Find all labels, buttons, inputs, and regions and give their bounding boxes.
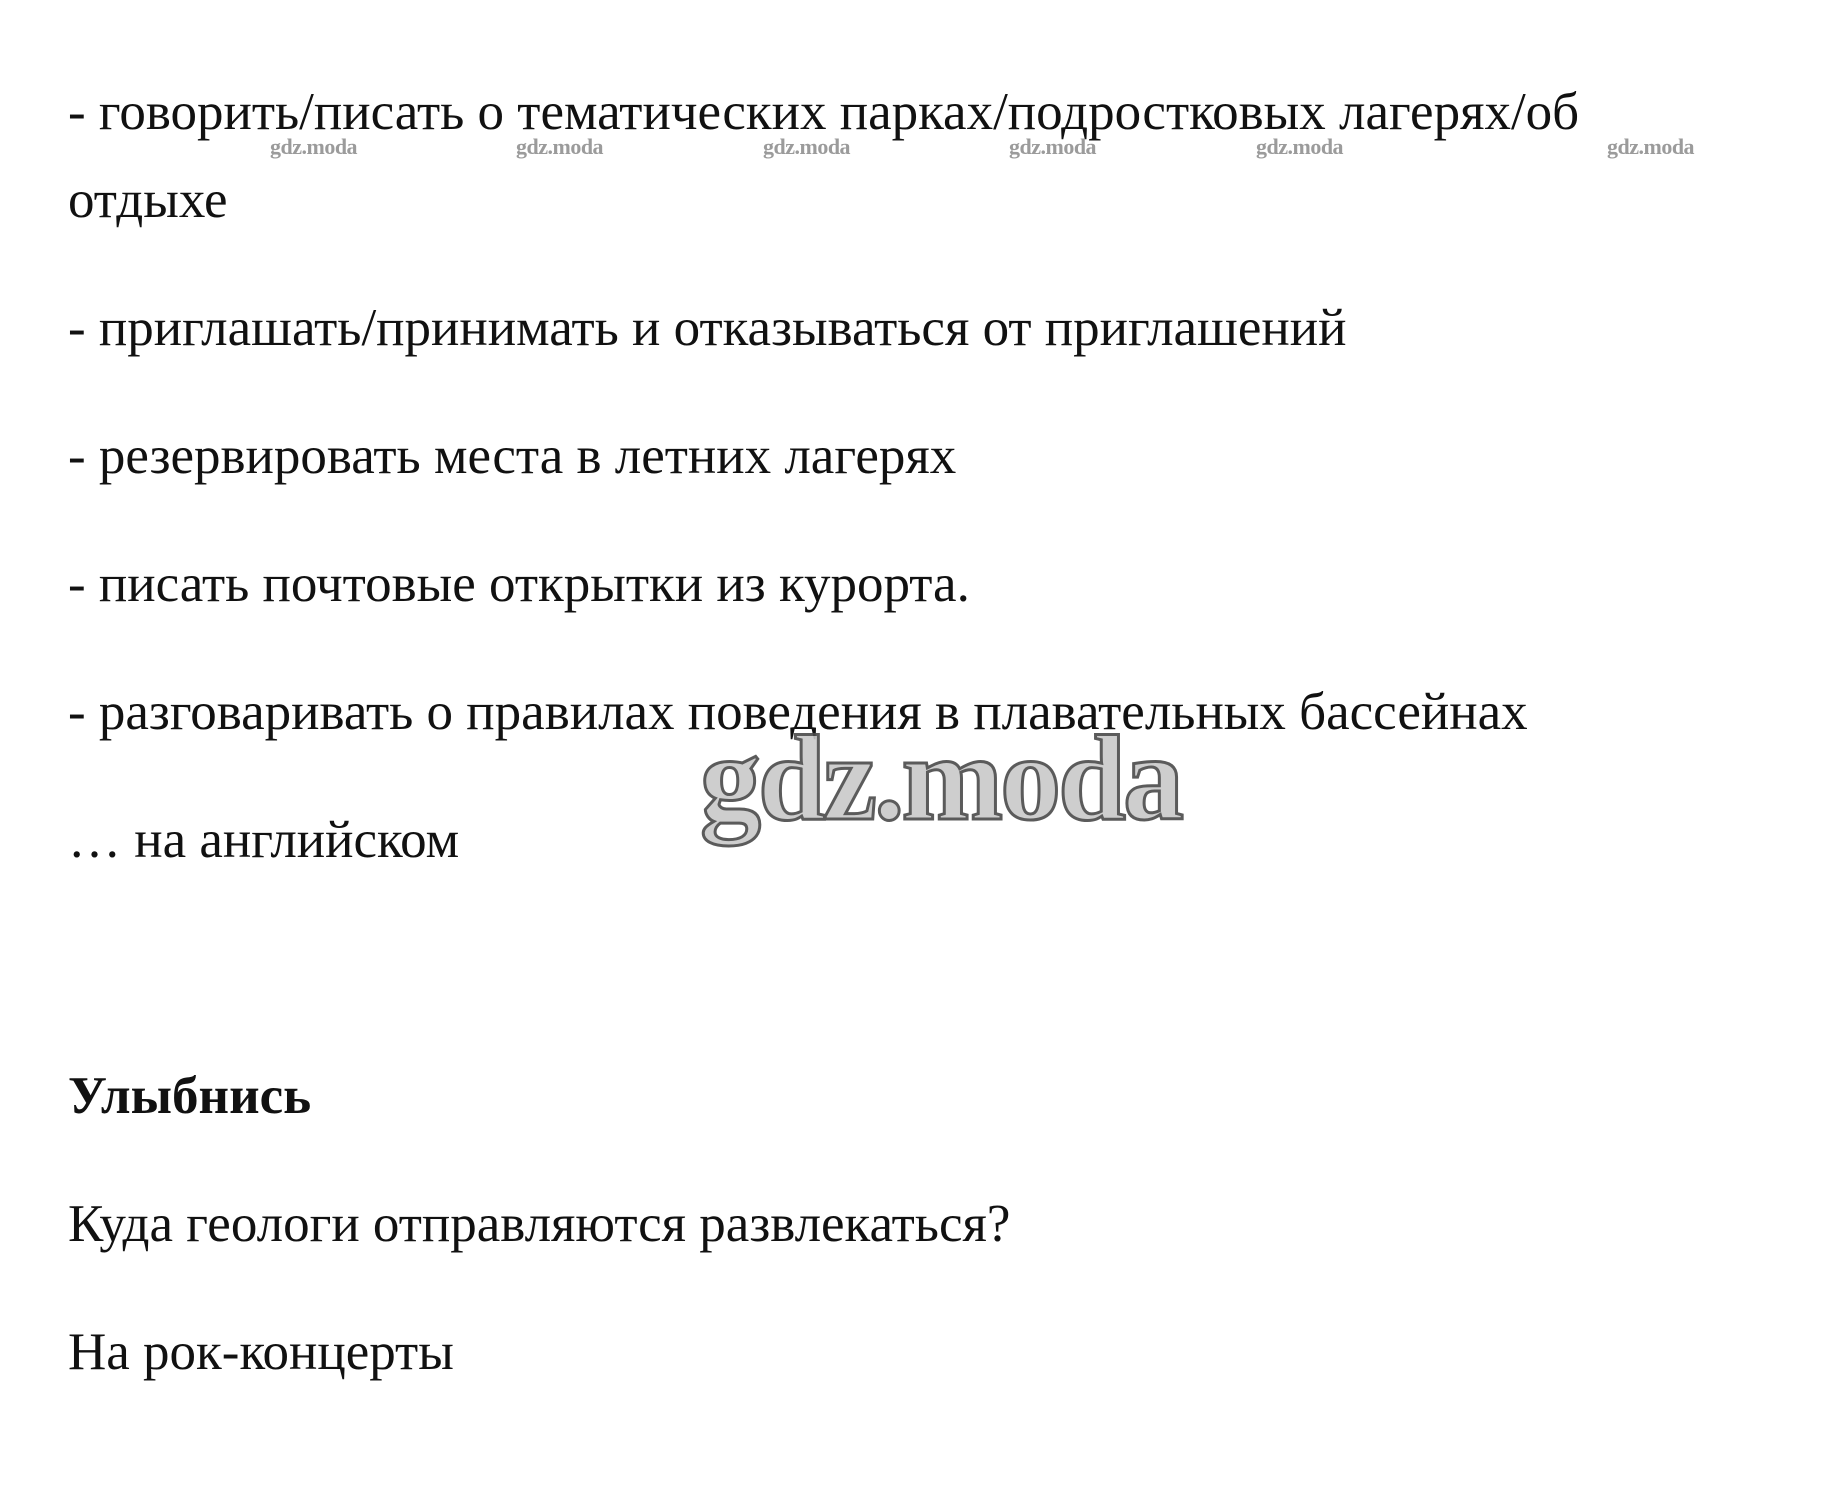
joke-question: Куда геологи отправляются развлекаться? xyxy=(68,1195,1011,1253)
watermark-small: gdz.moda xyxy=(1256,134,1344,159)
list-line-1: - говорить/писать о тематических парках/подростковых лагерях/об xyxy=(68,83,1580,141)
watermark-small: gdz.moda xyxy=(270,134,358,159)
watermark-small: gdz.moda xyxy=(516,134,604,159)
joke-answer: На рок-концерты xyxy=(68,1323,454,1381)
watermark-small: gdz.moda xyxy=(1607,134,1695,159)
watermark-small: gdz.moda xyxy=(763,134,851,159)
watermark-small: gdz.moda xyxy=(1009,134,1097,159)
list-line-5: - разговаривать о правилах поведения в плавательных бассейнах xyxy=(68,683,1528,741)
list-line-4: - писать почтовые открытки из курорта. xyxy=(68,555,970,613)
section-heading: Улыбнись xyxy=(68,1067,312,1125)
list-line-1-continuation: отдыхе xyxy=(68,171,228,229)
list-line-6: … на английском xyxy=(68,811,460,869)
watermark-large: gdz.moda xyxy=(700,711,1181,846)
list-line-3: - резервировать места в летних лагерях xyxy=(68,427,957,485)
list-line-2: - приглашать/принимать и отказываться от приглашений xyxy=(68,299,1347,357)
